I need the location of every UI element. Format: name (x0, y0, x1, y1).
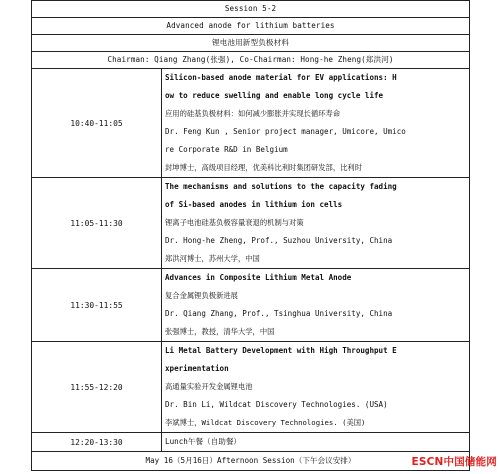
lunch-row (32, 433, 470, 452)
talk-title-line: Li Metal Battery Development with High Throughput E (165, 346, 397, 355)
talk-row (32, 269, 470, 342)
session-title-en: Advanced anode for lithium batteries (32, 18, 470, 35)
lunch-time: 12:20-13:30 (32, 433, 162, 452)
talk-details (162, 269, 470, 342)
escn-watermark (411, 454, 497, 469)
talk-time: 10:40-11:05 (32, 69, 162, 178)
talk-title-line: ow to reduce swelling and enable long cycle life (165, 91, 384, 100)
afternoon-session-heading: May 16（5月16日）Afternoon Session（下午会议安排） (32, 452, 470, 471)
watermark-site-name: 中国储能网 (443, 456, 497, 468)
watermark-brand: ESCN (411, 456, 444, 468)
session-title-zh: 锂电池用新型负极材料 (32, 35, 470, 52)
talk-row (32, 69, 470, 178)
talk-title-line: Advances in Composite Lithium Metal Anode (165, 273, 352, 282)
afternoon-row (32, 452, 470, 471)
talk-title-line: xperimentation (165, 364, 229, 373)
lunch-label: Lunch午餐（自助餐） (162, 433, 470, 452)
talk-time: 11:05-11:30 (32, 178, 162, 269)
talk-title-zh: 锂离子电池硅基负极容量衰退的机制与对策 (165, 218, 304, 227)
talk-speaker-zh: 李斌博士，Wildcat Discovery Technologies. (美国) (165, 418, 366, 427)
session-number: Session 5-2 (32, 1, 470, 18)
talk-title-line: of Si-based anodes in lithium ion cells (165, 200, 343, 209)
talk-speaker-line: Dr. Hong-he Zheng, Prof., Suzhou University, China (165, 236, 393, 245)
talk-speaker-line: Dr. Bin Li, Wildcat Discovery Technologies. (USA) (165, 400, 388, 409)
talk-speaker-zh: 郑洪河博士，苏州大学，中国 (165, 254, 260, 263)
talk-title-zh: 复合金属锂负极新进展 (165, 291, 238, 300)
talk-row (32, 342, 470, 433)
talk-speaker-zh: 张强博士，教授，清华大学，中国 (165, 327, 275, 336)
talk-title-line: Silicon-based anode material for EV applications: H (165, 73, 397, 82)
talk-title-zh: 应用的硅基负极材料：如何减少膨胀并实现长循环寿命 (165, 109, 341, 118)
talk-speaker-line: Dr. Qiang Zhang, Prof., Tsinghua University, China (165, 309, 393, 318)
talk-details (162, 178, 470, 269)
talk-time: 11:30-11:55 (32, 269, 162, 342)
talk-row (32, 178, 470, 269)
talk-title-zh: 高通量实验开发金属锂电池 (165, 382, 253, 391)
talk-speaker-line: re Corporate R&D in Belgium (165, 145, 288, 154)
talk-speaker-zh: 封坤博士，高级项目经理，优美科比利时集团研发部，比利时 (165, 163, 363, 172)
talk-details (162, 342, 470, 433)
session-program-table (31, 0, 470, 471)
talk-speaker-line: Dr. Feng Kun , Senior project manager, Umicore, Umico (165, 127, 406, 136)
talk-title-line: The mechanisms and solutions to the capacity fading (165, 182, 397, 191)
session-chairs: Chairman: Qiang Zhang(张强), Co-Chairman: Hong-he Zheng(郑洪河) (32, 52, 470, 69)
talk-details (162, 69, 470, 178)
talk-time: 11:55-12:20 (32, 342, 162, 433)
